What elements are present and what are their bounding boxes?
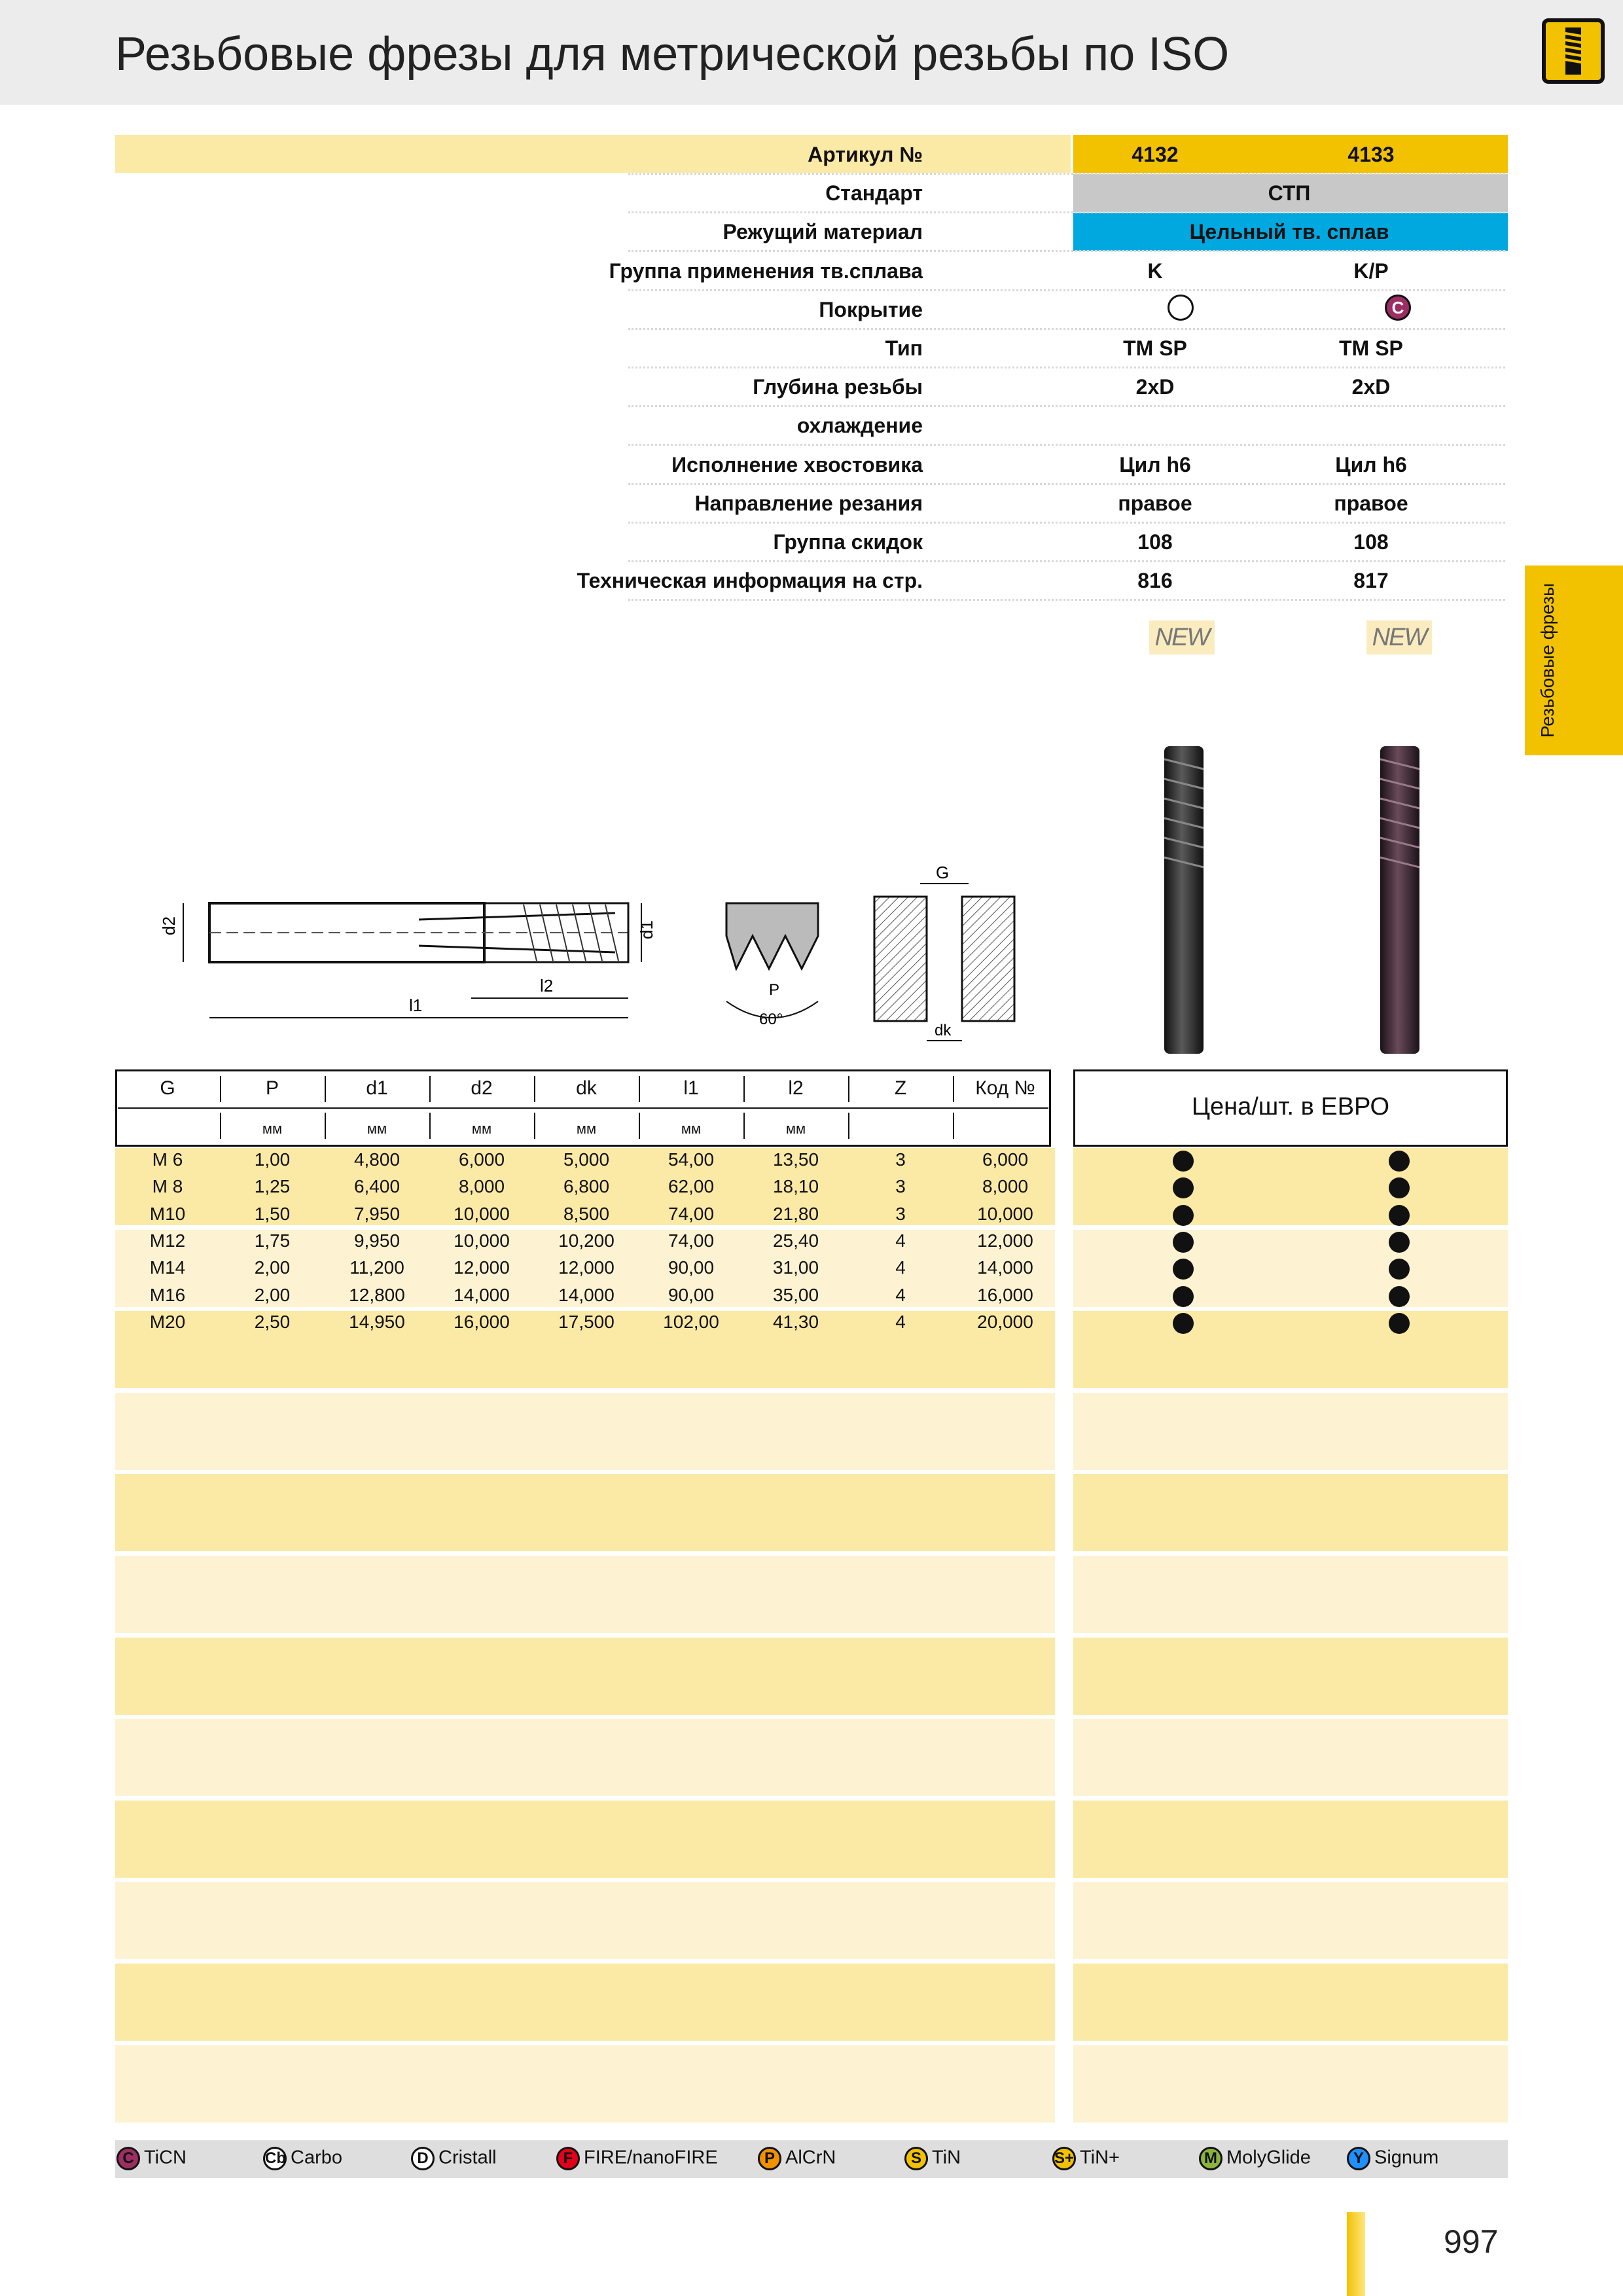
table-cell: 90,00 [668, 1285, 715, 1305]
table-cell: 2,00 [254, 1285, 291, 1305]
table-cell: 25,40 [772, 1230, 819, 1251]
column-unit: мм [785, 1121, 806, 1137]
legend-item-tin- [1052, 2147, 1120, 2170]
coating-fire-nanofire-icon: F [556, 2147, 580, 2170]
column-divider [953, 1113, 954, 1139]
column-divider [325, 1113, 326, 1139]
column-header: P [265, 1077, 279, 1099]
tool-image-4133 [1370, 740, 1429, 1054]
column-unit: мм [471, 1121, 492, 1137]
side-tab-label: Резьбовые фрезы [1537, 583, 1558, 738]
spec-row [628, 135, 1505, 175]
column-divider [325, 1076, 326, 1102]
table-cell: 74,00 [668, 1230, 715, 1251]
table-cell: 10,000 [977, 1204, 1033, 1224]
table-band-left [115, 1474, 1055, 1551]
spec-row [628, 445, 1505, 485]
spec-row [628, 484, 1505, 524]
spec-row [628, 522, 1505, 562]
spec-value-4133: K/P [1353, 259, 1389, 283]
price-header: Цена/шт. в ЕВРО [1191, 1093, 1390, 1121]
table-cell: 8,000 [458, 1176, 505, 1196]
table-cell: 1,00 [254, 1149, 291, 1170]
spec-value-4132: K [1147, 259, 1163, 283]
table-cell: 41,30 [772, 1312, 819, 1332]
table-cell: M10 [149, 1204, 186, 1224]
column-divider [848, 1113, 849, 1139]
column-unit: мм [576, 1121, 597, 1137]
table-cell: 5,000 [563, 1149, 610, 1170]
new-badge-4133: NEW [1366, 620, 1432, 655]
table-cell: 12,800 [349, 1285, 405, 1305]
table-band-right [1073, 1638, 1508, 1715]
column-header: l2 [788, 1077, 804, 1099]
table-cell: 1,25 [254, 1176, 291, 1196]
column-divider [429, 1113, 431, 1139]
table-band-left [115, 1393, 1055, 1470]
spec-value-4132: 4132 [1132, 143, 1179, 166]
spec-label: охлаждение [796, 414, 923, 437]
table-cell: 1,75 [254, 1230, 291, 1251]
coating-tin--icon: S+ [1052, 2147, 1076, 2170]
ticn-coating-letter: C [1391, 298, 1404, 317]
page-number: 997 [1444, 2223, 1499, 2260]
column-divider [743, 1113, 745, 1139]
table-cell: M14 [149, 1257, 186, 1278]
table-cell: 17,500 [558, 1312, 615, 1332]
coating-ticn-icon: C [116, 2147, 140, 2170]
table-cell: 18,10 [772, 1176, 819, 1196]
availability-dot-4132 [1173, 1151, 1194, 1172]
column-unit: мм [366, 1121, 387, 1137]
legend-label: Cristall [438, 2147, 497, 2168]
table-cell: M12 [149, 1230, 186, 1251]
spec-value-4133: 4133 [1347, 143, 1395, 166]
spec-row [628, 212, 1505, 252]
table-band-right [1073, 1230, 1508, 1307]
availability-dot-4133 [1389, 1286, 1410, 1307]
spec-value-4132: Цил h6 [1119, 453, 1191, 476]
column-header: Z [894, 1077, 907, 1099]
table-cell: 12,000 [977, 1230, 1033, 1251]
table-cell: 12,000 [558, 1257, 615, 1278]
coating-signum-icon: Y [1347, 2147, 1370, 2170]
table-band-right [1073, 1556, 1508, 1633]
legend-item-signum [1347, 2147, 1438, 2170]
coating-carbo-icon: Cb [263, 2147, 287, 2170]
coating-molyglide-icon: M [1199, 2147, 1222, 2170]
spec-label: Стандарт [825, 181, 923, 205]
legend-item-cristall [411, 2147, 497, 2170]
spec-value-4132: 2xD [1135, 375, 1175, 399]
column-divider [220, 1113, 221, 1139]
table-cell: 4 [895, 1230, 906, 1251]
table-cell: 13,50 [772, 1149, 819, 1170]
table-cell: 7,950 [353, 1204, 401, 1224]
legend-item-tin [904, 2147, 961, 2170]
column-header: d1 [366, 1077, 388, 1099]
spec-label: Исполнение хвостовика [671, 453, 923, 476]
table-cell: 31,00 [772, 1257, 819, 1278]
spec-value-4133: Цил h6 [1335, 453, 1407, 476]
table-cell: 8,500 [563, 1204, 610, 1224]
column-header: d2 [471, 1077, 493, 1099]
spec-value: СТП [1268, 181, 1311, 205]
spec-row [628, 290, 1505, 330]
legend-item-ticn [116, 2147, 187, 2170]
table-band-left [115, 1964, 1055, 2041]
availability-dot-4132 [1173, 1286, 1194, 1307]
table-cell: 14,000 [558, 1285, 615, 1305]
spec-value-4132: TM SP [1123, 336, 1187, 360]
table-band-right [1073, 1719, 1508, 1796]
tool-side-drawing [157, 851, 694, 1034]
availability-dot-4133 [1389, 1151, 1410, 1172]
table-cell: 54,00 [668, 1149, 715, 1170]
coating-alcrn-icon: P [758, 2147, 781, 2170]
d2-label: d2 [159, 916, 179, 935]
spec-value-4133: правое [1334, 492, 1408, 515]
availability-dot-4133 [1389, 1177, 1410, 1198]
table-cell: 62,00 [668, 1176, 715, 1196]
table-band-left [115, 2045, 1055, 2123]
legend-label: Signum [1374, 2147, 1439, 2168]
column-unit: мм [262, 1121, 283, 1137]
availability-dot-4132 [1173, 1177, 1194, 1198]
table-cell: 3 [895, 1149, 906, 1170]
legend-item-molyglide [1199, 2147, 1311, 2170]
thread-profile-drawing [720, 897, 831, 1034]
table-cell: 10,000 [454, 1204, 510, 1224]
new-badge-4132: NEW [1149, 620, 1215, 655]
legend-item-carbo [263, 2147, 342, 2170]
table-band-right [1073, 1882, 1508, 1959]
table-cell: 9,950 [353, 1230, 401, 1251]
spec-value: Цельный тв. сплав [1189, 220, 1389, 243]
table-cell: 4 [895, 1257, 906, 1278]
table-band-left [115, 1638, 1055, 1715]
l1-label: l1 [409, 996, 423, 1015]
table-band-left [115, 1801, 1055, 1878]
table-cell: 14,950 [349, 1312, 405, 1332]
legend-label: TiN [932, 2147, 961, 2168]
table-cell: 1,50 [254, 1204, 291, 1224]
p-label: P [769, 981, 780, 999]
no-coating-icon [1168, 295, 1194, 321]
legend-label: FIRE/nanoFIRE [584, 2147, 718, 2168]
spec-value-4132: 816 [1137, 569, 1173, 592]
column-divider [534, 1113, 535, 1139]
dk-label: dk [935, 1022, 952, 1039]
availability-dot-4133 [1389, 1313, 1410, 1334]
table-cell: 6,800 [563, 1176, 610, 1196]
table-cell: 10,000 [454, 1230, 510, 1251]
table-cell: 11,200 [349, 1257, 404, 1278]
table-cell: 14,000 [977, 1257, 1033, 1278]
spec-row [628, 173, 1505, 213]
column-header: Код № [975, 1077, 1035, 1099]
thread-hole-drawing [864, 857, 1021, 1054]
column-unit: мм [681, 1121, 702, 1137]
page-title: Резьбовые фрезы для метрической резьбы по ISO [115, 28, 1230, 81]
column-divider [639, 1076, 640, 1102]
legend-label: MolyGlide [1226, 2147, 1311, 2168]
spec-label: Артикул № [808, 143, 923, 166]
table-cell: 102,00 [663, 1312, 719, 1332]
table-band-right [1073, 1474, 1508, 1551]
legend-item-alcrn [758, 2147, 836, 2170]
table-cell: 4,800 [353, 1149, 401, 1170]
table-cell: 16,000 [977, 1285, 1033, 1305]
thread-mill-logo-icon [1542, 18, 1605, 84]
table-cell: M16 [149, 1285, 186, 1305]
spec-label: Режущий материал [722, 220, 923, 243]
availability-dot-4133 [1389, 1205, 1410, 1226]
table-cell: 10,200 [558, 1230, 615, 1251]
table-band-left [115, 1719, 1055, 1796]
spec-row [577, 561, 1505, 601]
spec-value-4133: 108 [1353, 530, 1389, 554]
column-header: l1 [683, 1077, 699, 1099]
table-band-right [1073, 1393, 1508, 1470]
table-cell: 4 [895, 1312, 906, 1332]
table-cell: 2,50 [254, 1312, 291, 1332]
availability-dot-4132 [1173, 1205, 1194, 1226]
table-cell: 6,000 [458, 1149, 505, 1170]
angle-label: 60° [759, 1011, 783, 1028]
table-band-right [1073, 1801, 1508, 1878]
availability-dot-4132 [1173, 1259, 1194, 1280]
table-cell: M 6 [152, 1149, 183, 1170]
table-cell: 12,000 [454, 1257, 510, 1278]
column-header: dk [576, 1077, 597, 1099]
table-band-right [1073, 1964, 1508, 2041]
legend-label: AlCrN [785, 2147, 836, 2168]
spec-row [628, 406, 1505, 446]
table-cell: 3 [895, 1176, 906, 1196]
table-cell: 16,000 [454, 1312, 510, 1332]
spec-value-4133: 2xD [1351, 375, 1391, 399]
g-label: G [936, 863, 950, 882]
table-band-left [115, 1556, 1055, 1633]
header-rule [118, 1107, 1048, 1109]
column-divider [639, 1113, 640, 1139]
table-cell: M20 [149, 1312, 186, 1332]
availability-dot-4132 [1173, 1232, 1194, 1253]
table-cell: 8,000 [982, 1176, 1029, 1196]
legend-label: Carbo [291, 2147, 342, 2168]
spec-label: Тип [885, 336, 923, 360]
legend-label: TiCN [144, 2147, 187, 2168]
table-cell: 2,00 [254, 1257, 291, 1278]
column-divider [534, 1076, 535, 1102]
table-cell: 20,000 [977, 1312, 1033, 1332]
table-band-right [1073, 1311, 1508, 1388]
spec-label: Техническая информация на стр. [577, 569, 923, 592]
spec-row [628, 329, 1505, 368]
table-cell: 14,000 [454, 1285, 510, 1305]
spec-label: Направление резания [694, 492, 923, 515]
table-cell: 4 [895, 1285, 906, 1305]
column-divider [429, 1076, 431, 1102]
column-divider [848, 1076, 849, 1102]
availability-dot-4132 [1173, 1313, 1194, 1334]
table-cell: 74,00 [668, 1204, 715, 1224]
spec-row [628, 367, 1505, 407]
spec-label: Глубина резьбы [753, 375, 923, 399]
column-divider [743, 1076, 745, 1102]
table-cell: 6,400 [353, 1176, 401, 1196]
spec-value-4132: 108 [1137, 530, 1173, 554]
tool-image-4132 [1154, 740, 1213, 1054]
column-header: G [160, 1077, 175, 1099]
availability-dot-4133 [1389, 1259, 1410, 1280]
legend-label: TiN+ [1080, 2147, 1120, 2168]
table-cell: 35,00 [772, 1285, 819, 1305]
spec-row [609, 251, 1505, 291]
coating-tin-icon: S [904, 2147, 928, 2170]
column-divider [953, 1076, 954, 1102]
spec-value-4133: TM SP [1339, 336, 1403, 360]
l2-label: l2 [540, 976, 554, 996]
column-divider [220, 1076, 221, 1102]
spec-value-4133: 817 [1353, 569, 1389, 592]
table-band-left [115, 1882, 1055, 1959]
availability-dot-4133 [1389, 1232, 1410, 1253]
table-cell: M 8 [152, 1176, 183, 1196]
table-band-right [1073, 2045, 1508, 2123]
table-cell: 21,80 [772, 1204, 819, 1224]
table-band-right [1073, 1148, 1508, 1225]
d1-label: d1 [637, 920, 656, 939]
legend-item-fire-nanofire [556, 2147, 718, 2170]
table-cell: 90,00 [668, 1257, 715, 1278]
table-cell: 6,000 [982, 1149, 1029, 1170]
coating-cristall-icon: D [411, 2147, 435, 2170]
spec-label: Группа применения тв.сплава [609, 259, 923, 283]
spec-label: Группа скидок [773, 530, 923, 554]
table-cell: 3 [895, 1204, 906, 1224]
ticn-coating-icon [1385, 295, 1411, 321]
spec-value-4132: правое [1118, 492, 1192, 515]
page-number-accent [1347, 2212, 1365, 2296]
spec-label: Покрытие [819, 298, 923, 321]
